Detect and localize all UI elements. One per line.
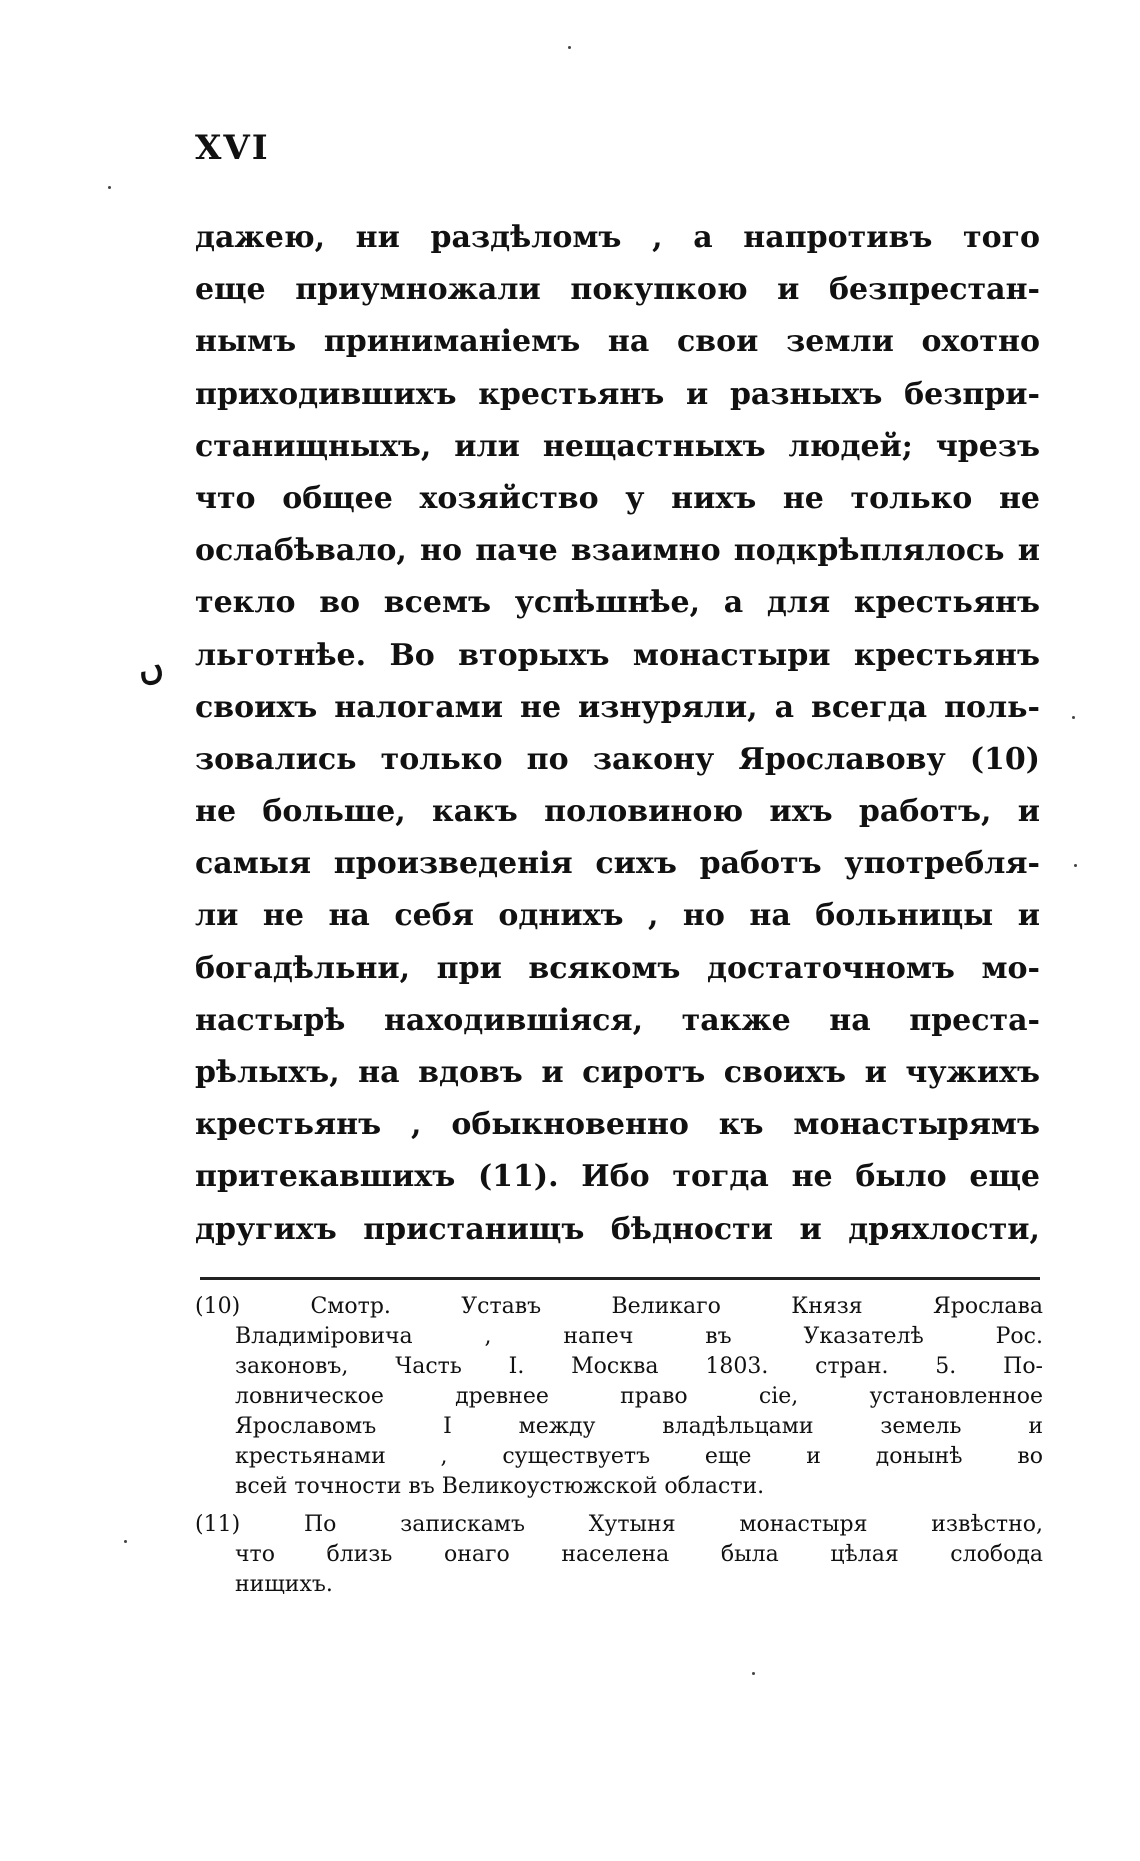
text-line: еще приумножали покупкою и безпрестан- bbox=[195, 272, 1040, 308]
text-line: богадѣльни, при всякомъ достаточномъ мо- bbox=[195, 950, 1040, 986]
scan-speck bbox=[1072, 716, 1075, 719]
scan-speck bbox=[752, 1672, 755, 1675]
footnote-11-line: (11) По запискамъ Хутыня монастыря извѣстно, bbox=[195, 1512, 1043, 1537]
scan-speck bbox=[108, 186, 111, 189]
margin-pencil-mark: ں bbox=[134, 646, 167, 690]
text-line: дажею, ни раздѣломъ , а напротивъ того bbox=[195, 220, 1040, 255]
footnote-10-line: Ярославомъ I между владѣльцами земель и bbox=[235, 1414, 1043, 1439]
main-text-block bbox=[195, 212, 1040, 1256]
text-line: своихъ налогами не изнуряли, а всегда поль- bbox=[195, 689, 1040, 725]
scan-speck bbox=[1074, 864, 1077, 867]
text-line: ослабѣвало, но паче взаимно подкрѣплялось и bbox=[195, 533, 1040, 569]
footnote-10-line: (10) Смотр. Уставъ Великаго Князя Ярослава bbox=[195, 1294, 1043, 1319]
text-line: приходившихъ крестьянъ и разныхъ безпри- bbox=[195, 376, 1040, 412]
footnote-10-line: Владиміровича , напеч въ Указателѣ Рос. bbox=[235, 1324, 1043, 1349]
text-line: ли не на себя однихъ , но на больницы и bbox=[195, 898, 1040, 934]
text-line: станищныхъ, или нещастныхъ людей; чрезъ bbox=[195, 428, 1040, 464]
text-line: зовались только по закону Ярославову (10) bbox=[195, 741, 1040, 777]
text-line: текло во всемъ успѣшнѣе, а для крестьянъ bbox=[195, 585, 1040, 621]
footnote-10-line: крестьянами , существуетъ еще и донынѣ во bbox=[235, 1444, 1043, 1469]
text-line: рѣлыхъ, на вдовъ и сиротъ своихъ и чужихъ bbox=[195, 1055, 1040, 1090]
text-line: самыя произведенія сихъ работъ употребля- bbox=[195, 846, 1040, 882]
page-number: XVI bbox=[195, 128, 270, 168]
text-line: нымъ приниманіемъ на свои земли охотно bbox=[195, 324, 1040, 360]
footnote-11-line: что близь онаго населена была цѣлая слобода bbox=[235, 1542, 1043, 1567]
footnote-11-line: нищихъ. bbox=[235, 1572, 333, 1597]
footnote-10-line: ловничеcкое древнее право сіе, установленное bbox=[235, 1384, 1043, 1409]
text-line: притекавшихъ (11). Ибо тогда не было еще bbox=[195, 1159, 1040, 1195]
footnote-10-line: всей точности въ Великоустюжской области. bbox=[235, 1474, 765, 1499]
text-line: настырѣ находившіяся, также на преста- bbox=[195, 1002, 1040, 1038]
scan-speck bbox=[124, 1540, 127, 1543]
footnote-10-line: законовъ, Часть I. Москва 1803. стран. 5. По- bbox=[235, 1354, 1043, 1379]
scan-speck bbox=[568, 46, 571, 49]
text-line: другихъ пристанищъ бѣдности и дряхлости, bbox=[195, 1211, 1040, 1247]
footnote-divider bbox=[200, 1277, 1040, 1280]
footnotes-block bbox=[195, 1292, 1043, 1600]
text-line: что общее хозяйство у нихъ не только не bbox=[195, 480, 1040, 516]
text-line: не больше, какъ половиною ихъ работъ, и bbox=[195, 794, 1040, 830]
text-line: крестьянъ , обыкновенно къ монастырямъ bbox=[195, 1107, 1040, 1143]
text-line: льготнѣе. Во вторыхъ монастыри крестьянъ bbox=[195, 637, 1040, 673]
